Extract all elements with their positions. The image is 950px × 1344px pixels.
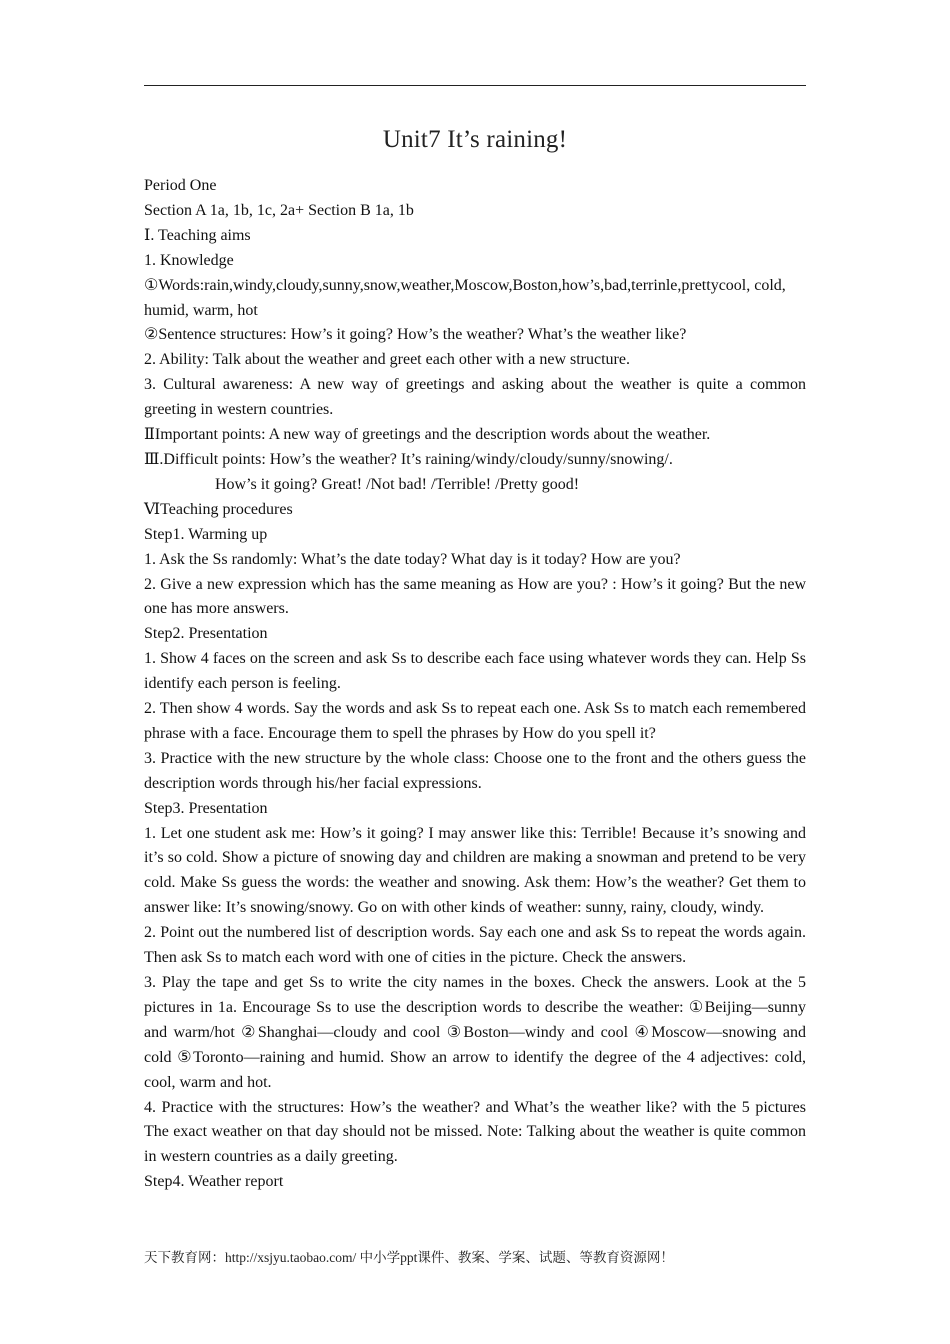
step3-heading: Step3. Presentation [144,799,268,817]
cultural-awareness-paragraph: 3. Cultural awareness: A new way of greetings and asking about the weather is quite a common greeting in western countries. [144,376,806,419]
step2-item-1: 1. Show 4 faces on the screen and ask Ss to describe each face using whatever words they can. Help Ss identify each person is feeling. [144,650,806,693]
step1-heading: Step1. Warming up [144,525,268,543]
step1-item-1: 1. Ask the Ss randomly: What’s the date today? What day is it today? How are you? [144,550,681,568]
step2-item-2: 2. Then show 4 words. Say the words and ask Ss to repeat each one. Ask Ss to match each remembered phrase with a face. Encourage them to spell the phrases by How do you spell it? [144,700,806,742]
teaching-aims-heading: Ⅰ. Teaching aims [144,226,251,244]
page-footer: 天下教育网：http://xsjyu.taobao.com/ 中小学ppt课件、教案、学案、试题、等教育资源网！ [144,1250,674,1265]
header-rule [144,85,806,86]
ability-paragraph: 2. Ability: Talk about the weather and greet each other with a new structure. [144,351,630,369]
step1-item-2: 2. Give a new expression which has the same meaning as How are you? : How’s it going? But the new one has more answers. [144,575,806,618]
step3-item-4: 4. Practice with the structures: How’s the weather? and What’s the weather like? with the 5 pictures The exact weather on that day should not be missed. Note: Talking about the weather is quite common in western countries as a daily greeting. [144,1098,806,1166]
sentence-structures-paragraph: ②Sentence structures: How’s it going? How’s the weather? What’s the weather like? [144,326,687,344]
important-points-paragraph: ⅡImportant points: A new way of greetings and the description words about the weather. [144,426,711,444]
step4-heading: Step4. Weather report [144,1173,284,1191]
section-line: Section A 1a, 1b, 1c, 2a+ Section B 1a, 1b [144,201,414,219]
step3-item-1: 1. Let one student ask me: How’s it going? I may answer like this: Terrible! Because it’s snowing and it’s so cold. Show a picture of snowing day and children are making a snowman and pretend to be very cold. Make Ss guess the words: the weather and snowing. Ask them: How’s the weather? Get them to answer like: It’s snowing/snowy. Go on with other kinds of weather: sunny, rainy, cloudy, windy. [144,824,806,917]
document-body [144,174,806,1195]
knowledge-heading: 1. Knowledge [144,251,234,269]
step3-item-3: 3. Play the tape and get Ss to write the city names in the boxes. Check the answers. Look at the 5 pictures in 1a. Encourage Ss to use the description words to describe the weather: ①Beijing—sunny and warm/hot ②Shanghai—cloudy and cool ③Boston—windy and cool ④Moscow—snowing and cold ⑤Toronto—raining and humid. Show an arrow to identify the degree of the 4 adjectives: cold, cool, warm and hot. [144,974,806,1091]
page-title: Unit7 It’s raining! [382,126,568,153]
difficult-points-paragraph: Ⅲ.Difficult points: How’s the weather? It’s raining/windy/cloudy/sunny/snowing/. [144,450,673,468]
words-paragraph: ①Words:rain,windy,cloudy,sunny,snow,weather,Moscow,Boston,how’s,bad,terrinle,prettycool, cold, humid, warm, hot [144,276,786,319]
teaching-procedures-heading: ⅥTeaching procedures [144,500,293,518]
step2-heading: Step2. Presentation [144,625,268,643]
period-heading: Period One [144,177,217,194]
step2-item-3: 3. Practice with the new structure by the whole class: Choose one to the front and the others guess the description words through his/her facial expressions. [144,749,806,792]
step3-item-2: 2. Point out the numbered list of description words. Say each one and ask Ss to repeat the words again. Then ask Ss to match each word with one of cities in the picture. Check the answers. [144,924,806,967]
difficult-points-continuation: How’s it going? Great! /Not bad! /Terrible! /Pretty good! [215,475,580,493]
